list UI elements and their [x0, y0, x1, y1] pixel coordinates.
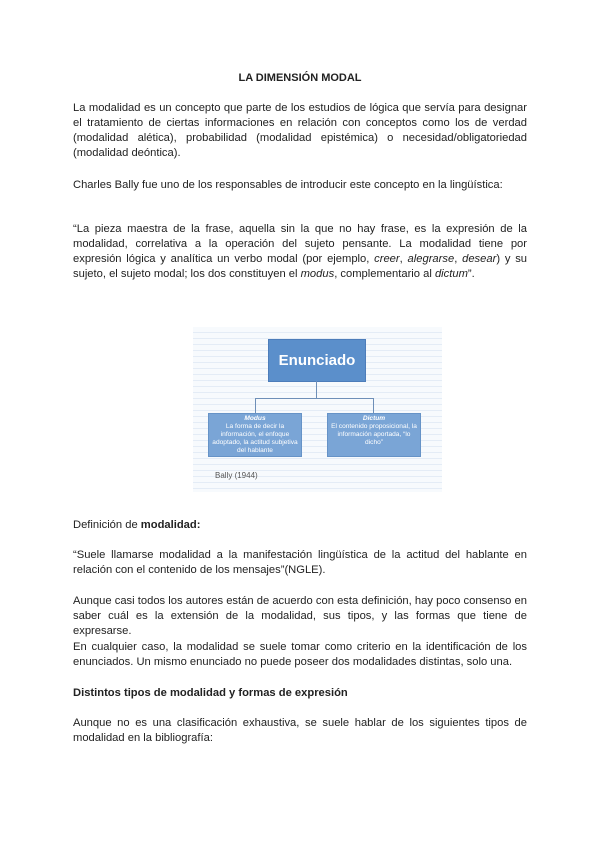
diagram-connector	[255, 398, 373, 399]
dictum-box: Dictum El contenido proposicional, la información aportada, “lo dicho”	[327, 413, 421, 457]
diagram-connector	[255, 398, 256, 413]
definition-label: Definición de modalidad:	[73, 519, 201, 531]
definition-quote: “Suele llamarse modalidad a la manifestación lingüística de la actitud del hablante en relación con el contenido de los mensajes”(NGLE).	[73, 549, 527, 576]
page-title: LA DIMENSIÓN MODAL	[238, 72, 362, 84]
diagram-connector	[373, 398, 374, 413]
consensus-paragraph: Aunque casi todos los autores están de acuerdo con esta definición, hay poco consenso en saber cuál es la extensión de la modalidad, sus tipos, y las formas que tiene de expresarse.	[73, 595, 527, 637]
enunciado-diagram	[193, 327, 442, 492]
figure-caption: Bally (1944)	[215, 471, 258, 480]
intro-paragraph: La modalidad es un concepto que parte de los estudios de lógica que servía para designar el tratamiento de ciertas informaciones en relación con conceptos como los de verdad (modalidad alética), probabilidad (modalidad epistémica) o necesidad/obligatoriedad (modalidad deóntica).	[73, 102, 527, 159]
types-paragraph: Aunque no es una clasificación exhaustiva, se suele hablar de los siguientes tipos de modalidad en la bibliografía:	[73, 717, 527, 744]
diagram-connector	[316, 381, 317, 398]
enunciado-box: Enunciado	[268, 339, 366, 382]
bally-quote: “La pieza maestra de la frase, aquella sin la que no hay frase, es la expresión de la modalidad, correlativa a la operación del sujeto pensante. La modalidad tiene por expresión lógica y analítica un verbo modal (por ejemplo, creer, alegrarse, desear) y su sujeto, el sujeto modal; los dos constituyen el modus, complementario al dictum”.	[73, 223, 528, 280]
criterion-paragraph: En cualquier caso, la modalidad se suele tomar como criterio en la identificación de los enunciados. Un mismo enunciado no puede poseer dos modalidades distintas, solo una.	[73, 641, 527, 668]
bally-paragraph: Charles Bally fue uno de los responsables de introducir este concepto en la lingüística:	[73, 179, 503, 191]
section-heading: Distintos tipos de modalidad y formas de expresión	[73, 687, 348, 699]
modus-box: Modus La forma de decir la información, el enfoque adoptado, la actitud subjetiva del hablante	[208, 413, 302, 457]
